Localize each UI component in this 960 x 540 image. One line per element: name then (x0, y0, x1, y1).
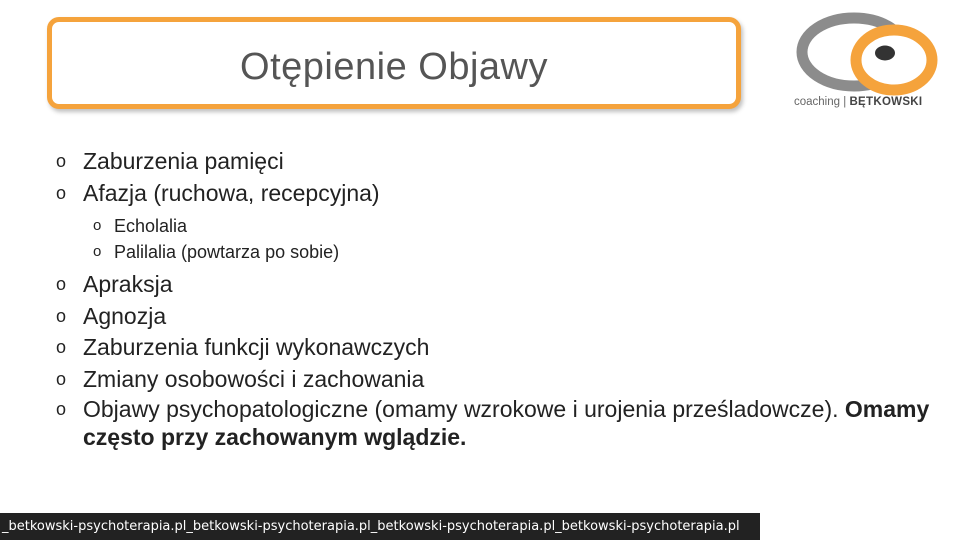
logo-left-text: coaching (794, 96, 841, 108)
list-item (56, 364, 936, 396)
list-item-text: Zaburzenia funkcji wykonawczych (83, 334, 430, 360)
bullet-marker: o (93, 243, 102, 260)
logo-wordmark (794, 96, 944, 108)
bullet-marker: o (56, 274, 67, 294)
slide-title: Otępienie Objawy (240, 46, 548, 88)
list-item (56, 269, 936, 301)
bullet-marker: o (93, 217, 102, 234)
logo-rings-icon (792, 12, 942, 96)
logo-separator: | (840, 96, 850, 108)
symptom-list (56, 146, 936, 451)
bullet-marker: o (56, 305, 67, 326)
list-item (56, 395, 936, 451)
list-item-text: Objawy psychopatologiczne (omamy wzrokowe i urojenia prześladowcze). (83, 396, 845, 422)
list-item-bold-text: Omamy często przy zachowanym wglądzie. (83, 396, 930, 450)
sub-list (56, 213, 936, 265)
title-box (47, 17, 741, 109)
list-item-text: Apraksja (83, 271, 173, 297)
list-item (56, 178, 936, 210)
logo-brand-text: BĘTKOWSKI (849, 96, 923, 108)
list-item (56, 332, 936, 364)
list-item-text: Agnozja (83, 302, 167, 329)
sub-item-text: Palilalia (powtarza po sobie) (114, 242, 340, 262)
footer-url-banner: _betkowski-psychoterapia.pl_betkowski-psychoterapia.pl_betkowski-psychoterapia.pl_betkowski-psychoterapia.pl (0, 513, 760, 540)
list-item-text: Zmiany osobowości i zachowania (83, 365, 425, 392)
list-item (56, 146, 936, 178)
list-item-text: Zaburzenia pamięci (83, 148, 284, 174)
sub-list-item (56, 213, 936, 239)
bullet-marker: o (56, 399, 67, 419)
bullet-marker: o (56, 337, 67, 357)
brand-logo (792, 12, 942, 112)
bullet-marker: o (56, 182, 67, 203)
bullet-marker: o (56, 368, 67, 389)
list-item (56, 301, 936, 333)
sub-list-item (56, 239, 936, 265)
list-item-text: Afazja (ruchowa, recepcyjna) (83, 179, 380, 206)
bullet-marker: o (56, 151, 67, 171)
sub-item-text: Echolalia (114, 216, 188, 236)
